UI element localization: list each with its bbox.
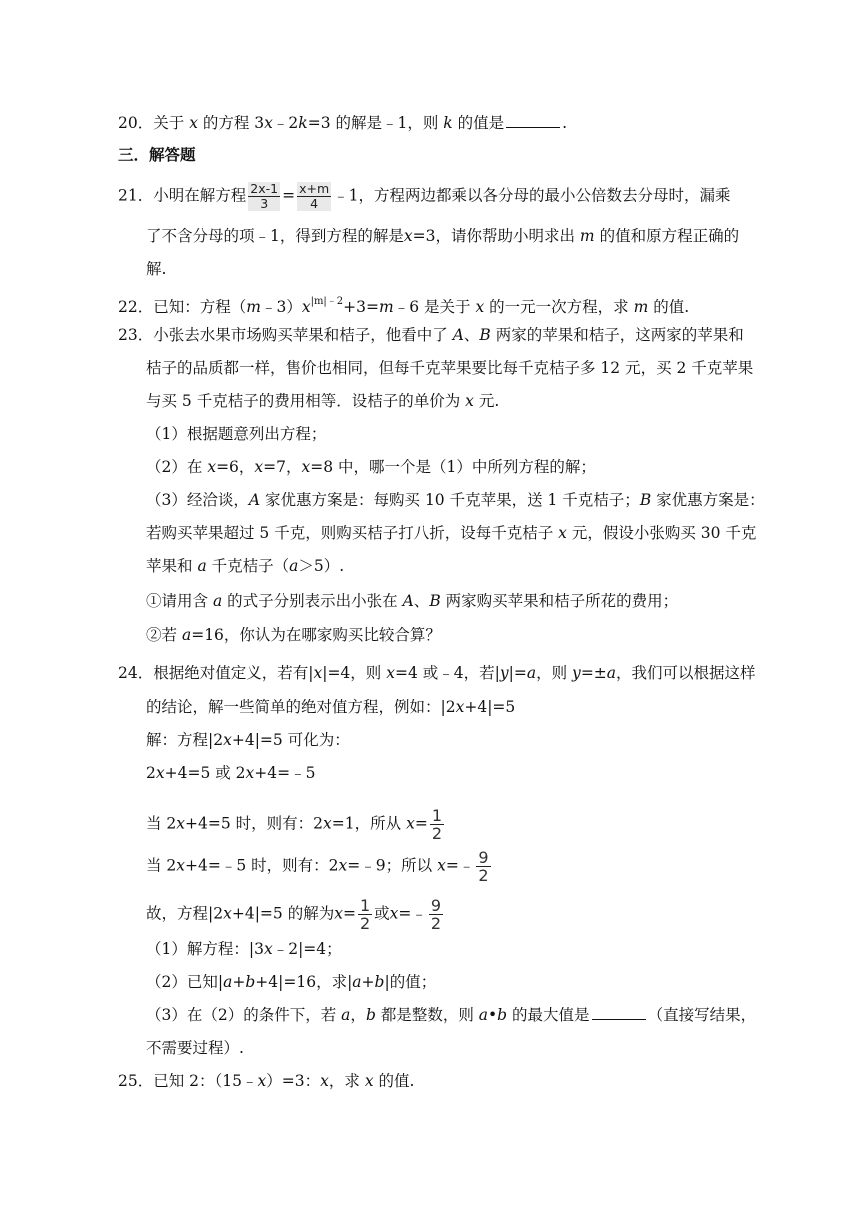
text: |的值； <box>384 973 437 991</box>
text: +4=5 时，则有：2 <box>185 814 324 833</box>
text: （2）已知| <box>146 973 224 991</box>
var-x: x <box>301 298 311 316</box>
text: 的方程 3 <box>202 114 265 132</box>
var-a: a <box>352 973 362 991</box>
var-a: a <box>478 1006 489 1024</box>
var-x: x <box>254 458 264 476</box>
text: 小明在解方程 <box>153 186 247 205</box>
text: 的一元一次方程，求 <box>489 298 629 316</box>
question-24-part-1 <box>146 938 342 960</box>
numerator: 2x-1 <box>250 181 279 196</box>
text: • <box>488 1006 498 1024</box>
numerator: 9 <box>430 896 442 915</box>
var-x: x <box>334 904 343 923</box>
var-B: B <box>429 592 441 610</box>
var-A: A <box>402 592 414 610</box>
var-x: x <box>264 114 273 132</box>
var-x: x <box>389 904 399 923</box>
var-a: a <box>197 557 207 575</box>
question-24-line-6 <box>146 848 493 885</box>
text: |= <box>508 664 527 682</box>
var-x: x <box>155 764 165 782</box>
text: =4 或﹣4，若| <box>394 664 500 682</box>
question-21-line-3: 解. <box>146 260 167 278</box>
text: =﹣ <box>445 856 475 875</box>
var-k: k <box>298 114 308 132</box>
var-b: b <box>245 973 256 991</box>
question-22 <box>118 291 690 316</box>
text: 解：方程|2 <box>146 731 224 749</box>
var-x: x <box>364 1072 374 1090</box>
fraction <box>476 849 490 884</box>
text: ，我们可以根据这样 <box>616 664 756 682</box>
question-23-part-2 <box>146 456 596 478</box>
question-24-line-3 <box>146 729 350 751</box>
text: ﹣3） <box>260 298 302 316</box>
var-x: x <box>406 814 415 833</box>
var-x: x <box>189 114 198 132</box>
question-number: 22． <box>118 298 154 316</box>
text: ②若 <box>146 626 178 644</box>
question-number: 25． <box>118 1072 154 1090</box>
text: 的最大值是 <box>512 1006 590 1024</box>
var-a: a <box>526 664 537 682</box>
text: +3= <box>343 298 380 316</box>
text: 千克桔子（ <box>211 557 290 575</box>
text: 的值. <box>378 1072 415 1090</box>
text: （3）经洽谈， <box>146 491 249 509</box>
text: +4|=5 <box>464 698 516 716</box>
var-x: x <box>223 731 232 749</box>
var-x: x <box>301 458 311 476</box>
text: 2 <box>146 764 156 782</box>
answer-blank <box>592 1005 646 1020</box>
var-x: x <box>558 524 567 542</box>
question-number: 23． <box>118 326 154 344</box>
fraction <box>429 897 443 932</box>
text: 、 <box>463 326 480 344</box>
text: 小张去水果市场购买苹果和桔子，他看中了 <box>153 326 448 344</box>
text: 的结论，解一些简单的绝对值方程，例如：|2 <box>146 698 456 716</box>
var-a: a <box>606 664 617 682</box>
text: ﹣2 <box>272 114 299 132</box>
text: =8 中，哪一个是（1）中所列方程的解； <box>310 458 596 476</box>
var-x: x <box>320 1072 329 1090</box>
exponent: |m|﹣2 <box>310 296 344 307</box>
text: 元. <box>478 392 500 410</box>
var-y: y <box>499 664 509 682</box>
text: =﹣ <box>398 904 427 923</box>
var-a: a <box>341 1006 351 1024</box>
var-x: x <box>263 940 273 958</box>
var-x: x <box>223 904 232 923</box>
text: 关于 <box>153 114 185 132</box>
denominator: 2 <box>478 866 489 885</box>
text: =1，所从 <box>331 814 402 833</box>
var-m: m <box>246 298 261 316</box>
text: ＞5）. <box>298 557 345 575</box>
text: 已知 2：（15﹣ <box>153 1072 258 1090</box>
text: ，则 <box>536 664 568 682</box>
var-a: a <box>289 557 299 575</box>
text: +4|=5 的解为 <box>231 904 335 923</box>
numerator: 9 <box>478 848 489 867</box>
var-m: m <box>633 298 649 316</box>
text: （3）在（2）的条件下，若 <box>146 1006 337 1024</box>
question-20 <box>118 112 567 134</box>
var-x: x <box>207 458 217 476</box>
text: +4=5 或 2 <box>164 764 246 782</box>
var-x: x <box>386 664 395 682</box>
var-b: b <box>374 973 385 991</box>
question-25 <box>118 1070 414 1092</box>
question-24-part-3-line-2: 不需要过程）. <box>146 1039 244 1057</box>
answer-blank <box>506 113 560 128</box>
text: =3，请你帮助小明求出 <box>412 227 575 245</box>
var-m: m <box>579 227 595 245</box>
var-x: x <box>403 227 413 245</box>
question-23-line-1 <box>118 324 744 346</box>
var-A: A <box>452 326 464 344</box>
question-24-line-2 <box>146 696 515 718</box>
var-x: x <box>437 856 446 875</box>
var-a: a <box>223 973 233 991</box>
var-B: B <box>639 491 652 509</box>
text: 、 <box>413 592 430 610</box>
text: 都是整数，则 <box>380 1006 474 1024</box>
question-23-part-3-line-3 <box>146 555 344 577</box>
var-k: k <box>443 114 453 132</box>
var-m: m <box>379 298 394 316</box>
var-x: x <box>338 856 348 875</box>
var-x: x <box>245 764 255 782</box>
text: ﹣1，方程两边都乘以各分母的最小公倍数去分母时，漏乘 <box>333 186 731 205</box>
text: +4|=16，求| <box>255 973 353 991</box>
question-number: 21． <box>118 186 154 205</box>
var-b: b <box>497 1006 508 1024</box>
var-b: b <box>365 1006 376 1024</box>
var-x: x <box>176 856 186 875</box>
text: + <box>361 973 375 991</box>
fraction-image <box>248 182 280 211</box>
text: （2）在 <box>146 458 203 476</box>
text: 的式子分别表示出小张在 <box>227 592 398 610</box>
text: 若购买苹果超过 5 千克，则购买桔子打八折，设每千克桔子 <box>146 524 554 542</box>
text: （1）解方程：|3 <box>146 940 264 958</box>
var-B: B <box>479 326 491 344</box>
denominator: 3 <box>260 196 269 211</box>
text: 了不含分母的项﹣1，得到方程的解是 <box>146 227 404 245</box>
question-24-line-4 <box>146 762 316 784</box>
text: =3 的解是﹣1，则 <box>307 114 439 132</box>
text: 的值和原方程正确的 <box>599 227 740 245</box>
text: ﹣2|=4； <box>272 940 342 958</box>
denominator: 4 <box>310 196 319 211</box>
section-heading: 三．解答题 <box>118 146 196 164</box>
fraction-image <box>297 182 331 211</box>
text: 两家购买苹果和桔子所花的费用； <box>445 592 679 610</box>
numerator: 1 <box>359 896 371 915</box>
text: 与买 5 千克桔子的费用相等．设桔子的单价为 <box>146 392 461 410</box>
text: ）=3： <box>266 1072 321 1090</box>
denominator: 2 <box>359 914 371 933</box>
question-24-part-2 <box>146 971 436 993</box>
text: =± <box>580 664 607 682</box>
question-23-part-1: （1）根据题意列出方程； <box>146 425 327 443</box>
var-x: x <box>313 664 323 682</box>
var-x: x <box>323 814 332 833</box>
question-number: 24． <box>118 664 154 682</box>
question-number: 20． <box>118 114 154 132</box>
text: 已知：方程（ <box>153 298 247 316</box>
text: =7， <box>263 458 302 476</box>
text: |=4，则 <box>322 664 382 682</box>
denominator: 2 <box>431 824 443 843</box>
text: = <box>414 814 428 833</box>
var-x: x <box>475 298 485 316</box>
text: 家优惠方案是： <box>656 491 765 509</box>
question-24-line-5 <box>146 806 446 843</box>
text: 苹果和 <box>146 557 193 575</box>
text: =16，你认为在哪家购买比较合算？ <box>191 626 441 644</box>
fraction <box>430 807 444 842</box>
var-x: x <box>176 814 186 833</box>
fraction <box>358 897 372 932</box>
text: ①请用含 <box>146 592 209 610</box>
question-23-part-3-line-2 <box>146 522 756 544</box>
var-A: A <box>248 491 261 509</box>
text: + <box>232 973 246 991</box>
text: ，求 <box>328 1072 360 1090</box>
text: （直接写结果， <box>647 1006 757 1024</box>
text: +4=﹣5 时，则有：2 <box>185 856 339 875</box>
var-a: a <box>212 592 223 610</box>
question-24-line-1 <box>118 662 756 684</box>
text: +4=﹣5 <box>254 764 316 782</box>
question-23-line-3 <box>146 390 499 412</box>
text: 家优惠方案是：每购买 10 千克苹果，送 1 千克桔子； <box>265 491 640 509</box>
text: 两家的苹果和桔子，这两家的苹果和 <box>495 326 744 344</box>
question-21-line-2 <box>146 225 739 247</box>
text: 当 2 <box>146 814 177 833</box>
text: 根据绝对值定义，若有| <box>153 664 314 682</box>
text: . <box>562 114 568 132</box>
var-x: x <box>465 392 474 410</box>
question-23-subpart-1 <box>146 590 678 612</box>
question-23-subpart-2 <box>146 624 441 646</box>
var-a: a <box>181 626 192 644</box>
var-x: x <box>455 698 465 716</box>
question-24-line-7 <box>146 896 445 933</box>
var-y: y <box>572 664 581 682</box>
text: =6， <box>216 458 255 476</box>
question-24-part-3 <box>146 1004 756 1026</box>
question-21-line-1 <box>118 181 731 211</box>
numerator: 1 <box>431 806 443 825</box>
text: 的值. <box>653 298 690 316</box>
text: =﹣9；所以 <box>347 856 433 875</box>
text: 故，方程|2 <box>146 904 224 923</box>
question-23-line-2: 桔子的品质都一样，售价也相同，但每千克苹果要比每千克桔子多 12 元，买 2 千克苹果 <box>146 359 754 377</box>
question-23-part-3 <box>146 489 765 511</box>
text: ﹣6 是关于 <box>393 298 471 316</box>
text: 当 2 <box>146 856 177 875</box>
text: 元，假设小张购买 30 千克 <box>571 524 757 542</box>
text: +4|=5 可化为： <box>231 731 350 749</box>
text: = <box>342 904 356 923</box>
numerator: x+m <box>299 181 330 196</box>
text: 或 <box>374 904 390 923</box>
text: 的值是 <box>457 114 505 132</box>
denominator: 2 <box>430 914 442 933</box>
text: = <box>282 186 296 205</box>
text: ， <box>350 1006 366 1024</box>
var-x: x <box>257 1072 267 1090</box>
